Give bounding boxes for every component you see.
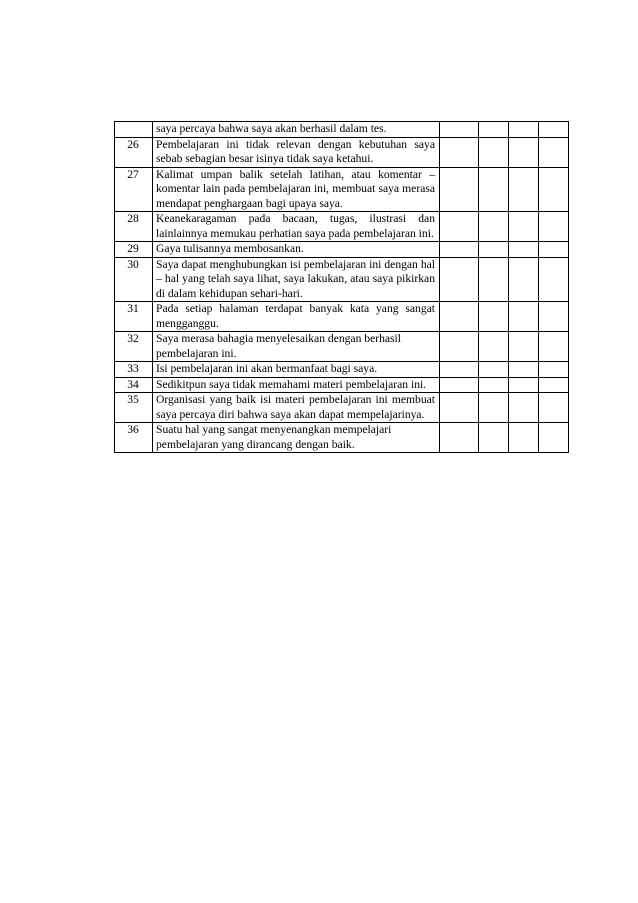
response-cell	[539, 302, 569, 332]
table-row	[115, 393, 569, 423]
response-cell	[440, 167, 479, 212]
row-number: 35	[115, 393, 153, 423]
response-cell	[509, 377, 539, 393]
table-row	[115, 423, 569, 453]
row-number: 27	[115, 167, 153, 212]
response-cell	[479, 212, 509, 242]
questionnaire-table	[114, 121, 569, 453]
table-row	[115, 212, 569, 242]
response-cell	[509, 257, 539, 302]
response-cell	[509, 122, 539, 138]
response-cell	[539, 167, 569, 212]
statement-text: Organisasi yang baik isi materi pembelajaran ini membuat saya percaya diri bahwa saya akan dapat mempelajarinya.	[153, 393, 440, 423]
statement-text: Gaya tulisannya membosankan.	[153, 242, 440, 258]
response-cell	[440, 332, 479, 362]
table-row	[115, 122, 569, 138]
statement-text: Pada setiap halaman terdapat banyak kata yang sangat mengganggu.	[153, 302, 440, 332]
response-cell	[539, 242, 569, 258]
response-cell	[479, 393, 509, 423]
table-row	[115, 377, 569, 393]
table-row	[115, 332, 569, 362]
row-number: 32	[115, 332, 153, 362]
response-cell	[509, 393, 539, 423]
statement-text: Saya merasa bahagia menyelesaikan dengan berhasil pembelajaran ini.	[153, 332, 440, 362]
response-cell	[479, 167, 509, 212]
response-cell	[539, 257, 569, 302]
table-row	[115, 167, 569, 212]
row-number: 36	[115, 423, 153, 453]
response-cell	[539, 332, 569, 362]
response-cell	[509, 362, 539, 378]
row-number	[115, 122, 153, 138]
response-cell	[479, 137, 509, 167]
response-cell	[440, 302, 479, 332]
statement-text: Sedikitpun saya tidak memahami materi pembelajaran ini.	[153, 377, 440, 393]
response-cell	[539, 377, 569, 393]
statement-text: Keanekaragaman pada bacaan, tugas, ilustrasi dan lainlainnya memukau perhatian saya pada pembelajaran ini.	[153, 212, 440, 242]
response-cell	[440, 212, 479, 242]
response-cell	[440, 137, 479, 167]
response-cell	[440, 377, 479, 393]
response-cell	[479, 257, 509, 302]
row-number: 31	[115, 302, 153, 332]
response-cell	[509, 212, 539, 242]
response-cell	[509, 302, 539, 332]
table-row	[115, 302, 569, 332]
statement-text: Suatu hal yang sangat menyenangkan mempelajari pembelajaran yang dirancang dengan baik.	[153, 423, 440, 453]
table-row	[115, 257, 569, 302]
response-cell	[509, 242, 539, 258]
statement-text: Saya dapat menghubungkan isi pembelajaran ini dengan hal – hal yang telah saya lihat, saya lakukan, atau saya pikirkan di dalam kehidupan sehari-hari.	[153, 257, 440, 302]
response-cell	[479, 302, 509, 332]
response-cell	[539, 393, 569, 423]
row-number: 29	[115, 242, 153, 258]
response-cell	[440, 257, 479, 302]
response-cell	[479, 362, 509, 378]
response-cell	[479, 332, 509, 362]
statement-text: Isi pembelajaran ini akan bermanfaat bagi saya.	[153, 362, 440, 378]
response-cell	[509, 137, 539, 167]
response-cell	[509, 167, 539, 212]
response-cell	[479, 122, 509, 138]
response-cell	[440, 242, 479, 258]
response-cell	[539, 122, 569, 138]
response-cell	[539, 362, 569, 378]
response-cell	[539, 212, 569, 242]
table-row	[115, 242, 569, 258]
response-cell	[440, 393, 479, 423]
table-row	[115, 362, 569, 378]
row-number: 30	[115, 257, 153, 302]
statement-text: saya percaya bahwa saya akan berhasil dalam tes.	[153, 122, 440, 138]
row-number: 33	[115, 362, 153, 378]
statement-text: Kalimat umpan balik setelah latihan, atau komentar – komentar lain pada pembelajaran ini, membuat saya merasa mendapat penghargaan bagi upaya saya.	[153, 167, 440, 212]
response-cell	[440, 122, 479, 138]
row-number: 34	[115, 377, 153, 393]
response-cell	[479, 377, 509, 393]
response-cell	[440, 423, 479, 453]
response-cell	[440, 362, 479, 378]
response-cell	[479, 423, 509, 453]
response-cell	[479, 242, 509, 258]
statement-text: Pembelajaran ini tidak relevan dengan kebutuhan saya sebab sebagian besar isinya tidak saya ketahui.	[153, 137, 440, 167]
response-cell	[509, 332, 539, 362]
response-cell	[509, 423, 539, 453]
row-number: 26	[115, 137, 153, 167]
table-row	[115, 137, 569, 167]
response-cell	[539, 423, 569, 453]
row-number: 28	[115, 212, 153, 242]
response-cell	[539, 137, 569, 167]
